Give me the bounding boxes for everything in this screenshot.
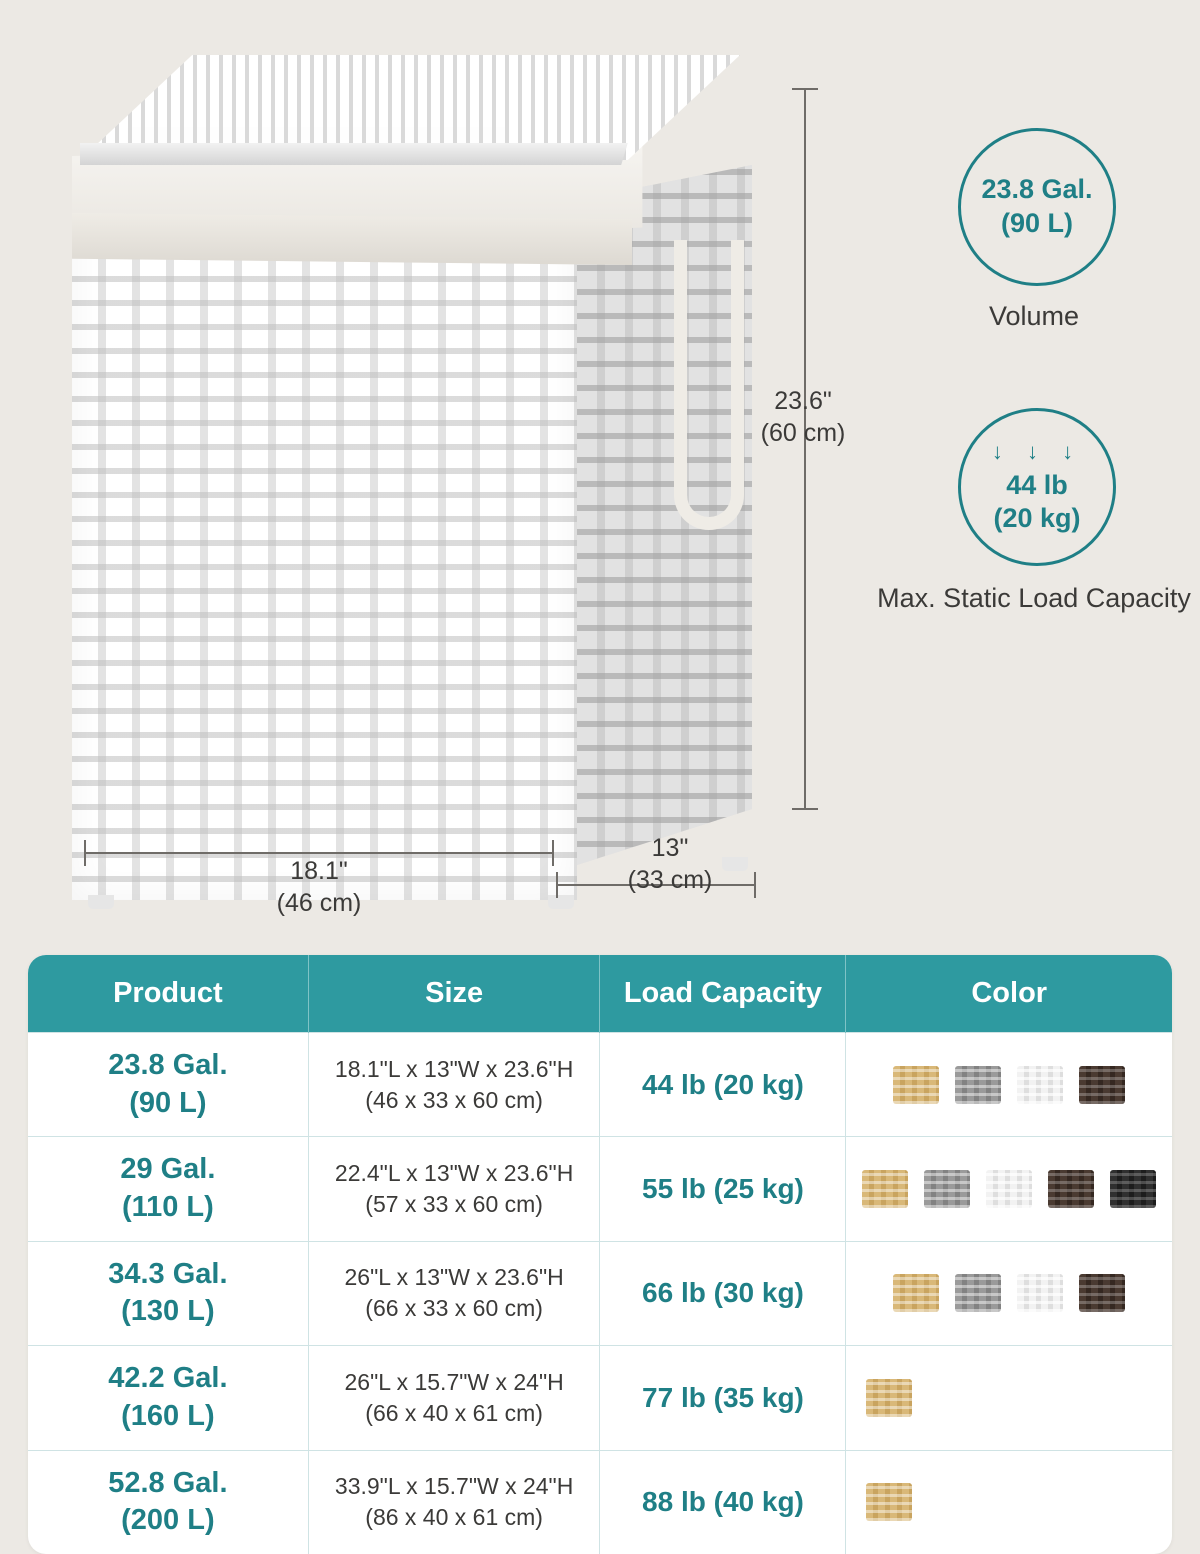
product-size-litre: (160 L) bbox=[121, 1399, 215, 1432]
size-metric: (46 x 33 x 60 cm) bbox=[365, 1086, 543, 1113]
color-swatch-group bbox=[852, 1274, 1166, 1312]
column-header-color: Color bbox=[846, 955, 1172, 1033]
color-swatch-brown[interactable] bbox=[1079, 1066, 1125, 1104]
cell-colors bbox=[846, 1033, 1172, 1137]
cell-product bbox=[28, 1346, 308, 1450]
height-dimension-cap-top bbox=[792, 88, 818, 90]
color-swatch-group bbox=[852, 1483, 1166, 1521]
width-dimension-cap-left bbox=[84, 840, 86, 866]
cell-size bbox=[308, 1137, 600, 1241]
cell-load-capacity: 55 lb (25 kg) bbox=[600, 1137, 846, 1241]
volume-badge-caption: Volume bbox=[988, 301, 1080, 331]
size-imperial: 26"L x 15.7"W x 24"H bbox=[344, 1368, 564, 1395]
hamper-foot bbox=[548, 895, 574, 909]
hamper-liner-fold bbox=[72, 213, 632, 265]
color-swatch-white[interactable] bbox=[986, 1170, 1032, 1208]
width-dimension-cap-right bbox=[552, 840, 554, 866]
product-size-gal: 23.8 Gal. bbox=[108, 1049, 228, 1081]
color-swatch-natural[interactable] bbox=[866, 1483, 912, 1521]
size-imperial: 26"L x 13"W x 23.6"H bbox=[344, 1264, 564, 1291]
load-badge-line2: (20 kg) bbox=[993, 503, 1081, 534]
cell-product bbox=[28, 1033, 308, 1137]
cell-load-capacity: 77 lb (35 kg) bbox=[600, 1346, 846, 1450]
color-swatch-white[interactable] bbox=[1017, 1274, 1063, 1312]
down-arrows-icon: ↓ ↓ ↓ bbox=[991, 439, 1083, 464]
color-swatch-natural[interactable] bbox=[893, 1274, 939, 1312]
hamper-foot bbox=[88, 895, 114, 909]
product-size-litre: (200 L) bbox=[121, 1504, 215, 1537]
table-row bbox=[28, 1450, 1172, 1554]
table-row bbox=[28, 1033, 1172, 1137]
size-metric: (66 x 33 x 60 cm) bbox=[365, 1295, 543, 1322]
cell-load-capacity: 44 lb (20 kg) bbox=[600, 1033, 846, 1137]
table-row bbox=[28, 1241, 1172, 1345]
cell-colors bbox=[846, 1241, 1172, 1345]
color-swatch-group bbox=[852, 1379, 1166, 1417]
spec-table bbox=[28, 955, 1172, 1554]
cell-colors bbox=[846, 1137, 1172, 1241]
laundry-hamper-image bbox=[62, 45, 762, 915]
color-swatch-natural[interactable] bbox=[893, 1066, 939, 1104]
color-swatch-group bbox=[852, 1066, 1166, 1104]
width-dimension-line bbox=[84, 852, 554, 854]
volume-badge-line1: 23.8 Gal. bbox=[981, 174, 1093, 205]
table-header-row bbox=[28, 955, 1172, 1033]
column-header-product: Product bbox=[28, 955, 308, 1033]
size-imperial: 33.9"L x 15.7"W x 24"H bbox=[334, 1473, 574, 1500]
size-imperial: 18.1"L x 13"W x 23.6"H bbox=[334, 1055, 574, 1082]
color-swatch-natural[interactable] bbox=[866, 1379, 912, 1417]
cell-product bbox=[28, 1137, 308, 1241]
cell-size bbox=[308, 1241, 600, 1345]
depth-dimension-label: 13" (33 cm) bbox=[627, 834, 713, 894]
volume-badge-line2: (90 L) bbox=[1000, 208, 1073, 238]
cell-size bbox=[308, 1346, 600, 1450]
size-imperial: 22.4"L x 13"W x 23.6"H bbox=[334, 1160, 574, 1187]
color-swatch-brown[interactable] bbox=[1079, 1274, 1125, 1312]
width-dimension-label: 18.1" (46 cm) bbox=[276, 857, 362, 917]
cell-colors bbox=[846, 1346, 1172, 1450]
cell-load-capacity: 66 lb (30 kg) bbox=[600, 1241, 846, 1345]
cell-product bbox=[28, 1241, 308, 1345]
size-metric: (66 x 40 x 61 cm) bbox=[365, 1399, 543, 1426]
volume-badge bbox=[958, 128, 1116, 286]
color-swatch-white[interactable] bbox=[1017, 1066, 1063, 1104]
depth-dimension-cap-left bbox=[556, 872, 558, 898]
height-dimension-cap-bottom bbox=[792, 808, 818, 810]
column-header-load-capacity: Load Capacity bbox=[600, 955, 846, 1033]
cell-size bbox=[308, 1450, 600, 1554]
color-swatch-grey[interactable] bbox=[924, 1170, 970, 1208]
hamper-lid bbox=[80, 55, 760, 175]
height-dimension-line bbox=[804, 88, 806, 810]
color-swatch-black[interactable] bbox=[1110, 1170, 1156, 1208]
color-swatch-brown[interactable] bbox=[1048, 1170, 1094, 1208]
size-metric: (86 x 40 x 61 cm) bbox=[365, 1504, 543, 1531]
cell-colors bbox=[846, 1450, 1172, 1554]
color-swatch-natural[interactable] bbox=[862, 1170, 908, 1208]
column-header-size: Size bbox=[308, 955, 600, 1033]
product-size-litre: (130 L) bbox=[121, 1295, 215, 1328]
product-size-litre: (90 L) bbox=[129, 1086, 207, 1119]
product-size-litre: (110 L) bbox=[121, 1191, 214, 1224]
table-row bbox=[28, 1346, 1172, 1450]
color-swatch-grey[interactable] bbox=[955, 1274, 1001, 1312]
size-metric: (57 x 33 x 60 cm) bbox=[365, 1191, 543, 1218]
hamper-front-panel bbox=[72, 200, 577, 900]
product-size-gal: 52.8 Gal. bbox=[108, 1466, 228, 1499]
product-size-gal: 42.2 Gal. bbox=[108, 1362, 228, 1395]
height-dimension-label: 23.6" (60 cm) bbox=[760, 387, 846, 447]
product-size-gal: 29 Gal. bbox=[120, 1153, 216, 1186]
color-swatch-grey[interactable] bbox=[955, 1066, 1001, 1104]
cell-size bbox=[308, 1033, 600, 1137]
product-size-gal: 34.3 Gal. bbox=[108, 1257, 228, 1290]
load-capacity-badge bbox=[958, 408, 1116, 566]
color-swatch-group bbox=[852, 1170, 1166, 1208]
cell-product bbox=[28, 1450, 308, 1554]
load-badge-line1: 44 lb bbox=[1006, 469, 1068, 500]
cell-load-capacity: 88 lb (40 kg) bbox=[600, 1450, 846, 1554]
load-capacity-badge-caption: Max. Static Load Capacity bbox=[877, 583, 1191, 613]
table-row bbox=[28, 1137, 1172, 1241]
